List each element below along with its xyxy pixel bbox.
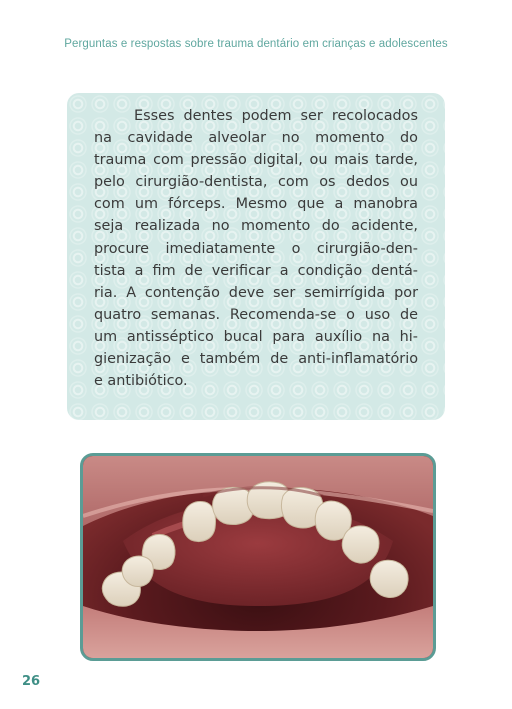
paragraph-line: ria. A contenção deve ser semirrígida por [94,284,418,301]
paragraph-line: Esses dentes podem ser recolocados [134,108,418,124]
paragraph-line: procure imediatamente o cirurgião-den- [94,240,418,257]
paragraph-line: gienização e também de anti-inflamatório [94,351,418,368]
paragraph-line: e antibiótico. [94,373,188,390]
panel-paragraph [94,105,418,392]
paragraph-line: na cavidade alveolar no momento do [94,130,418,147]
paragraph-line: tista a fim de verificar a condição dentá- [94,262,418,279]
paragraph-line: quatro semanas. Recomenda-se o uso de [94,306,418,323]
paragraph-line: seja realizada no momento do acidente, [94,218,418,235]
page-number: 26 [22,674,41,689]
dental-photo-illustration [83,456,433,658]
running-header: Perguntas e respostas sobre trauma dentário em crianças e adolescentes [64,38,448,50]
paragraph-line: com um fórceps. Mesmo que a manobra [94,196,418,213]
dental-photo [80,453,436,661]
paragraph-line: trauma com pressão digital, ou mais tarde, [94,152,418,169]
text-panel [67,93,445,420]
paragraph-line: pelo cirurgião-dentista, com os dedos ou [94,174,418,191]
paragraph-line: um antisséptico bucal para auxílio na hi- [94,328,418,345]
